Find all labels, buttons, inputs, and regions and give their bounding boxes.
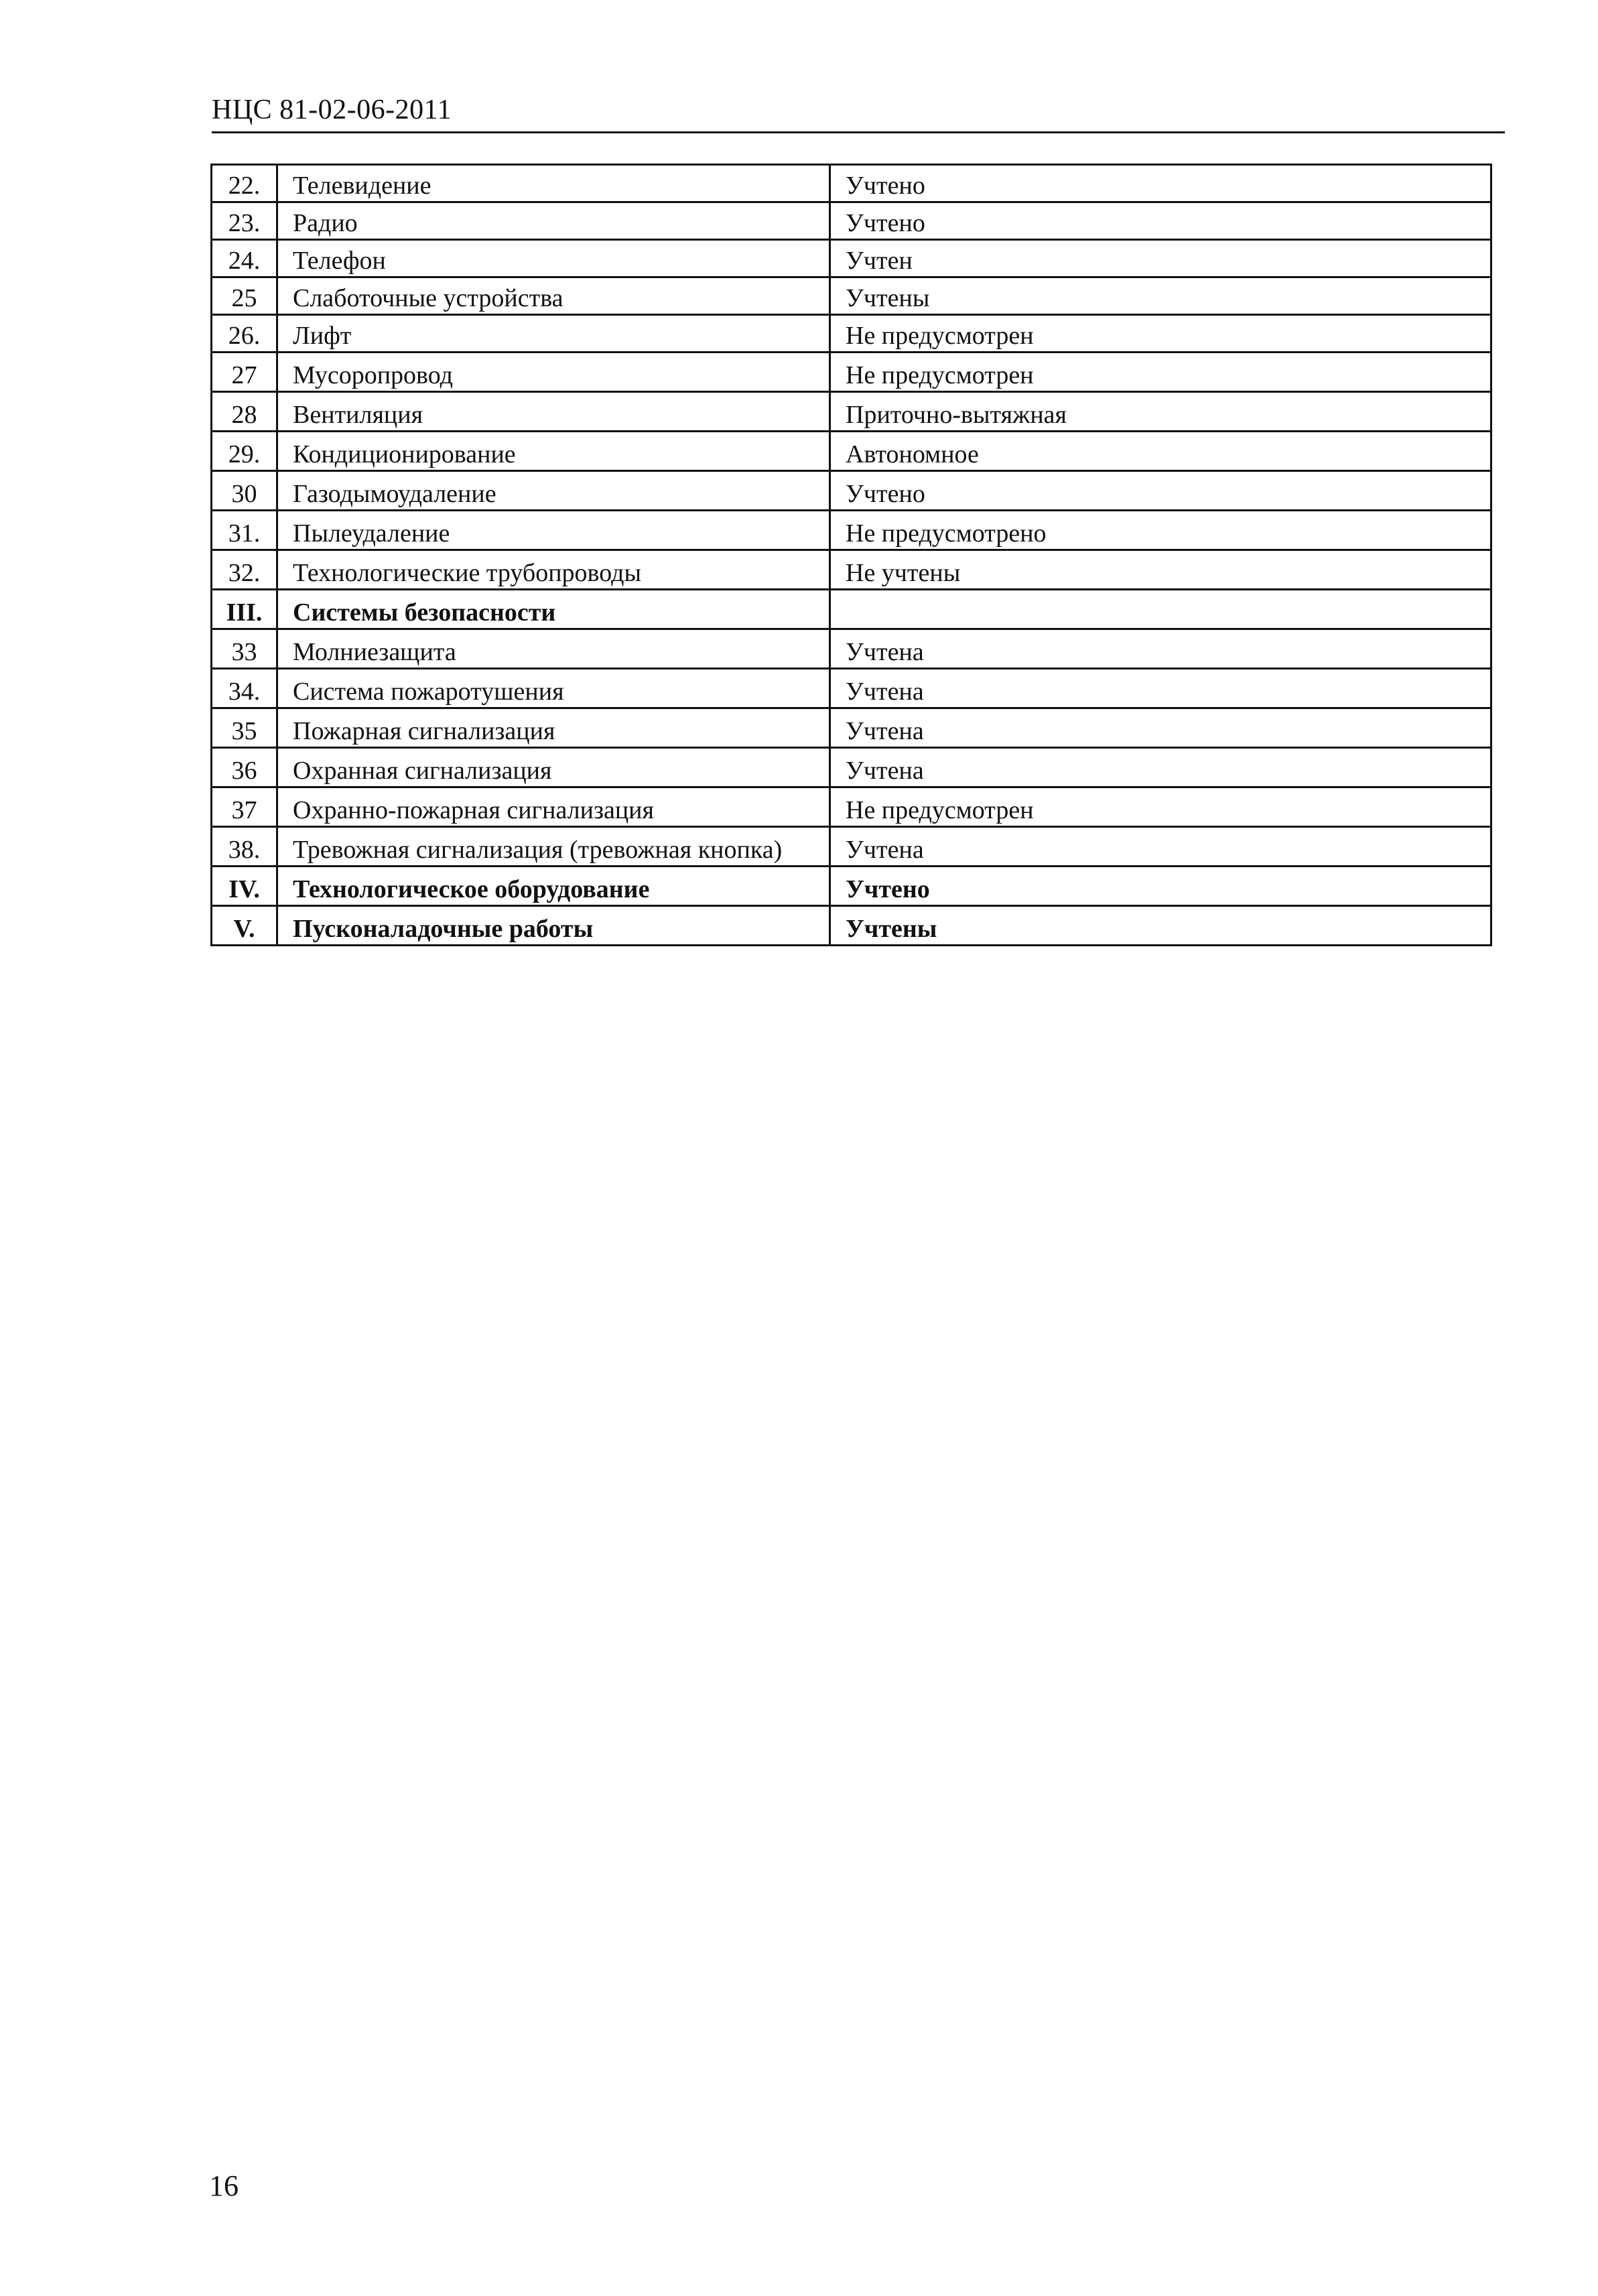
row-value: Не предусмотрен — [830, 787, 1491, 827]
row-value: Не учтены — [830, 550, 1491, 590]
row-name: Технологические трубопроводы — [277, 550, 830, 590]
row-number: 34. — [212, 669, 277, 708]
row-name: Пожарная сигнализация — [277, 708, 830, 748]
row-name: Пылеудаление — [277, 511, 830, 550]
row-name: Тревожная сигнализация (тревожная кнопка) — [277, 827, 830, 867]
row-name: Технологическое оборудование — [277, 867, 830, 906]
row-number: 32. — [212, 550, 277, 590]
row-value: Учтена — [830, 827, 1491, 867]
row-name: Молниезащита — [277, 629, 830, 669]
row-number: 23. — [212, 202, 277, 240]
table-row — [212, 353, 1491, 392]
document-code: НЦС 81-02-06-2011 — [212, 94, 452, 125]
row-name: Вентиляция — [277, 392, 830, 432]
row-value: Не предусмотрен — [830, 315, 1491, 353]
specification-table — [210, 164, 1492, 946]
row-value: Учтена — [830, 629, 1491, 669]
row-value: Учтены — [830, 906, 1491, 946]
row-value: Учтена — [830, 748, 1491, 787]
table-row — [212, 669, 1491, 708]
table-row — [212, 277, 1491, 315]
header-rule — [212, 131, 1505, 133]
table-row — [212, 202, 1491, 240]
table-row — [212, 165, 1491, 202]
row-value: Учтен — [830, 240, 1491, 277]
row-value: Учтено — [830, 867, 1491, 906]
row-value: Не предусмотрено — [830, 511, 1491, 550]
row-value: Учтено — [830, 165, 1491, 202]
row-name: Газодымоудаление — [277, 471, 830, 511]
row-value: Учтена — [830, 669, 1491, 708]
table-row — [212, 240, 1491, 277]
row-value: Приточно-вытяжная — [830, 392, 1491, 432]
row-number: IV. — [212, 867, 277, 906]
row-name: Пусконаладочные работы — [277, 906, 830, 946]
row-name: Телефон — [277, 240, 830, 277]
row-number: 36 — [212, 748, 277, 787]
row-number: 35 — [212, 708, 277, 748]
row-value — [830, 590, 1491, 629]
row-number: V. — [212, 906, 277, 946]
table-row — [212, 827, 1491, 867]
table-row — [212, 590, 1491, 629]
row-number: 33 — [212, 629, 277, 669]
row-value: Учтено — [830, 471, 1491, 511]
row-number: 30 — [212, 471, 277, 511]
row-name: Системы безопасности — [277, 590, 830, 629]
table-row — [212, 748, 1491, 787]
row-number: 25 — [212, 277, 277, 315]
specification-table-body — [212, 165, 1491, 946]
table-row — [212, 629, 1491, 669]
row-name: Телевидение — [277, 165, 830, 202]
row-number: 22. — [212, 165, 277, 202]
table-row — [212, 708, 1491, 748]
row-number: 31. — [212, 511, 277, 550]
row-name: Слаботочные устройства — [277, 277, 830, 315]
row-name: Охранная сигнализация — [277, 748, 830, 787]
table-row — [212, 787, 1491, 827]
table-row — [212, 867, 1491, 906]
row-number: 29. — [212, 432, 277, 471]
table-row — [212, 906, 1491, 946]
page-number: 16 — [209, 2169, 239, 2202]
row-value: Автономное — [830, 432, 1491, 471]
row-number: 28 — [212, 392, 277, 432]
row-value: Учтена — [830, 708, 1491, 748]
row-name: Мусоропровод — [277, 353, 830, 392]
row-number: 24. — [212, 240, 277, 277]
table-row — [212, 550, 1491, 590]
table-row — [212, 432, 1491, 471]
row-name: Лифт — [277, 315, 830, 353]
table-row — [212, 511, 1491, 550]
row-value: Учтены — [830, 277, 1491, 315]
table-row — [212, 315, 1491, 353]
row-name: Охранно-пожарная сигнализация — [277, 787, 830, 827]
row-name: Система пожаротушения — [277, 669, 830, 708]
table-row — [212, 471, 1491, 511]
row-value: Не предусмотрен — [830, 353, 1491, 392]
row-number: III. — [212, 590, 277, 629]
row-name: Радио — [277, 202, 830, 240]
table-row — [212, 392, 1491, 432]
row-name: Кондиционирование — [277, 432, 830, 471]
row-number: 37 — [212, 787, 277, 827]
row-number: 26. — [212, 315, 277, 353]
row-number: 27 — [212, 353, 277, 392]
row-number: 38. — [212, 827, 277, 867]
row-value: Учтено — [830, 202, 1491, 240]
